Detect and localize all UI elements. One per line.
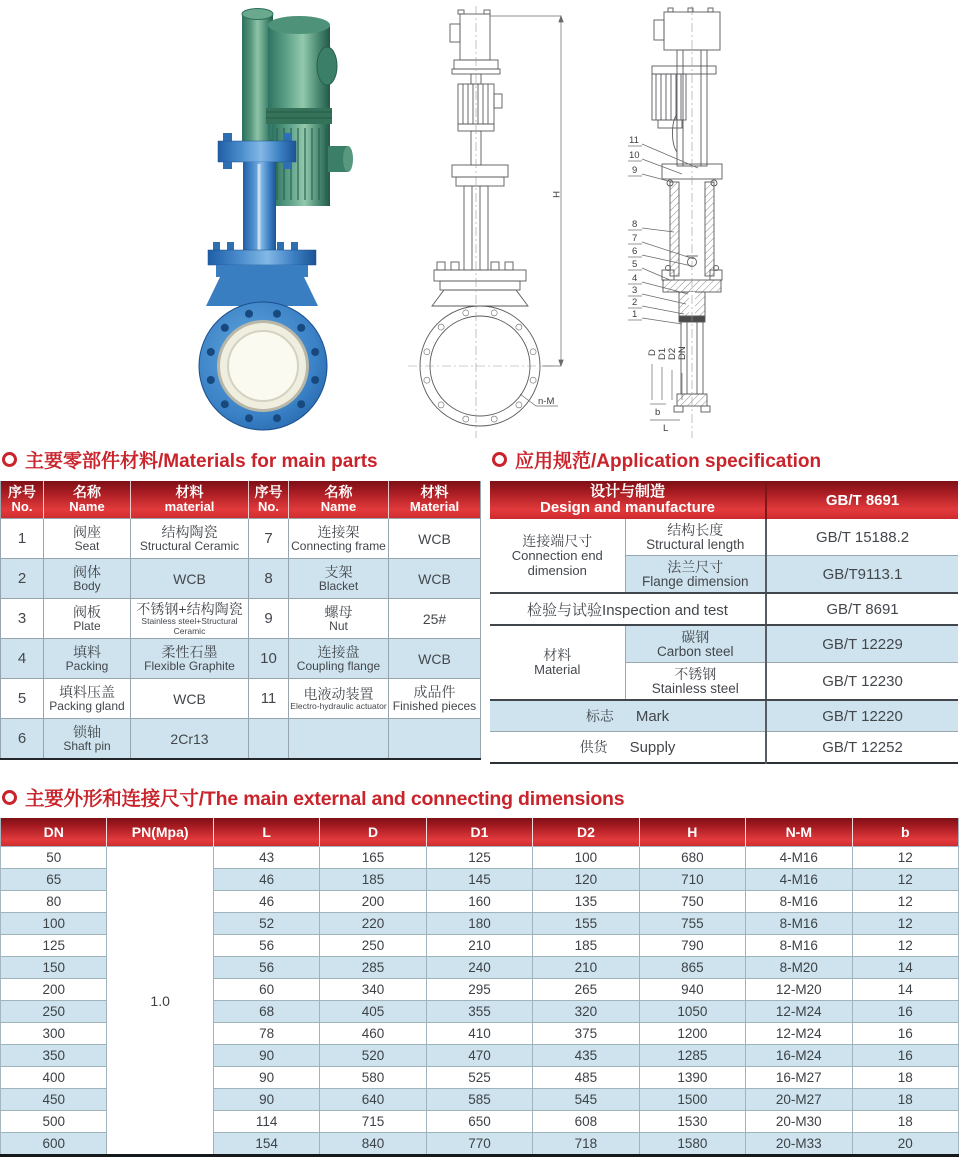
dim-value: 4-M16 (746, 847, 852, 869)
cell-text: WCB (418, 530, 451, 547)
col-name-2: 名称 Name (289, 481, 389, 519)
supply-row (490, 732, 958, 764)
dim-label-DN: DN (677, 346, 688, 360)
cell-text-cn: 支架 (324, 563, 353, 580)
cell-text-cn: 锁轴 (73, 723, 101, 740)
dn-value: 200 (1, 979, 107, 1001)
callout-11: 11 (629, 135, 639, 146)
dim-value: 16 (852, 1045, 959, 1067)
part-name (44, 519, 131, 559)
dim-value: 16 (852, 1023, 959, 1045)
part-number: 5 (1, 679, 44, 719)
dim-label-D: D (647, 349, 658, 356)
part-number: 8 (249, 559, 289, 599)
dim-value: 460 (320, 1023, 426, 1045)
standard-value: GB/T 15188.2 (766, 519, 958, 556)
dim-value: 320 (533, 1001, 639, 1023)
dim-column-header: b (900, 824, 910, 840)
cell-text-cn: 电液动装置 (303, 685, 374, 702)
part-material (389, 519, 481, 559)
dim-value: 1200 (639, 1023, 745, 1045)
part-number: 2 (1, 559, 44, 599)
dim-value: 12 (852, 847, 959, 869)
cell-text-en: Structural Ceramic (139, 538, 240, 553)
part-material (389, 559, 481, 599)
part-name (44, 719, 131, 760)
dim-value: 12 (852, 891, 959, 913)
valve-product-photo (180, 0, 385, 440)
part-number: 3 (1, 599, 44, 639)
cell-text: WCB (418, 570, 451, 587)
cell-text-cn: 成品件 (413, 683, 456, 700)
part-name (44, 679, 131, 719)
dim-label-D1: D1 (657, 347, 668, 360)
bolt-note-label: n-M (538, 396, 555, 407)
dim-column-header: L (213, 818, 319, 847)
dim-label-b: b (655, 407, 661, 418)
cell-text-cn: 阀座 (73, 523, 101, 540)
materials-table (0, 481, 481, 760)
dimensions-title-text: 主要外形和连接尺寸/The main external and connecting dimensions (25, 788, 625, 810)
dim-label-L: L (663, 423, 669, 434)
dim-value: 12 (852, 913, 959, 935)
dn-value: 50 (1, 847, 107, 869)
dim-value: 14 (852, 957, 959, 979)
front-view-outline (420, 10, 540, 426)
cell-text-en: Packing (65, 658, 109, 673)
dim-value: 114 (213, 1111, 319, 1133)
dim-value: 710 (639, 869, 745, 891)
dim-value: 340 (320, 979, 426, 1001)
dim-value: 185 (320, 869, 426, 891)
materials-row (1, 519, 481, 559)
cell-text-en: Nut (329, 618, 348, 633)
cell-text-en: Flexible Graphite (144, 658, 235, 673)
dim-value: 78 (213, 1023, 319, 1045)
section-bullet-icon (2, 790, 17, 805)
cell-text: WCB (173, 570, 206, 587)
part-material (131, 719, 249, 760)
dim-value: 18 (852, 1089, 959, 1111)
front-view-drawing (392, 4, 592, 440)
dim-value: 520 (320, 1045, 426, 1067)
part-number (249, 719, 289, 760)
materials-row (1, 639, 481, 679)
dn-value: 80 (1, 891, 107, 913)
dim-column-header: DN (1, 818, 107, 847)
dn-value: 125 (1, 935, 107, 957)
materials-row (1, 559, 481, 599)
dim-value: 90 (213, 1045, 319, 1067)
part-name (289, 559, 389, 599)
section-view-drawing (608, 4, 793, 440)
dim-value: 8-M16 (746, 913, 852, 935)
dim-value: 154 (213, 1133, 319, 1156)
cell-text-en: Blacket (318, 578, 359, 593)
dim-column-header: D (320, 818, 426, 847)
dim-value: 145 (426, 869, 532, 891)
dim-value: 220 (320, 913, 426, 935)
callout-3: 3 (632, 285, 638, 296)
cell-text-en: Packing gland (49, 698, 125, 713)
dim-value: 285 (320, 957, 426, 979)
col-name: 名称 Name (44, 481, 131, 519)
dim-value: 8-M16 (746, 935, 852, 957)
standard-value: GB/T 12252 (766, 732, 958, 764)
dim-column-header: PN(Mpa) (107, 818, 213, 847)
cell-text-en: Coupling flange (296, 658, 381, 673)
inspection-row (490, 593, 958, 625)
dim-value: 160 (426, 891, 532, 913)
dim-value: 1285 (639, 1045, 745, 1067)
col-material: 材料 material (131, 481, 249, 519)
dim-value: 525 (426, 1067, 532, 1089)
dim-value: 90 (213, 1067, 319, 1089)
dim-value: 20 (852, 1133, 959, 1156)
cell-text: 25# (422, 610, 447, 627)
dim-label-D2: D2 (667, 347, 678, 360)
dim-value: 56 (213, 957, 319, 979)
cell-text-cn: 连接盘 (317, 643, 360, 660)
dim-value: 375 (533, 1023, 639, 1045)
dn-value: 600 (1, 1133, 107, 1156)
dim-column-header: N-M (746, 818, 852, 847)
materials-header-row (1, 481, 481, 519)
callout-7: 7 (632, 233, 638, 244)
part-material (389, 639, 481, 679)
dim-value: 125 (426, 847, 532, 869)
cell-text-cn: 填料压盖 (59, 683, 115, 700)
application-header-row (490, 481, 958, 519)
cell-text-cn: 连接架 (317, 523, 360, 540)
dim-value: 608 (533, 1111, 639, 1133)
dim-value: 865 (639, 957, 745, 979)
dn-value: 100 (1, 913, 107, 935)
cell-text-cn: 柔性石墨 (161, 643, 218, 660)
dim-value: 1500 (639, 1089, 745, 1111)
dim-value: 18 (852, 1067, 959, 1089)
cell-text-en: Shaft pin (63, 738, 111, 753)
col-no: 序号 No. (1, 481, 44, 519)
cell-text-en: Stainless steel+Structural Ceramic (141, 616, 238, 636)
dim-value: 20-M27 (746, 1089, 852, 1111)
cell-text-cn: 不锈钢+结构陶瓷 (136, 601, 243, 618)
design-manufacture-header: 设计与制造 Design and manufacture (539, 483, 716, 517)
dim-value: 250 (320, 935, 426, 957)
dim-value: 640 (320, 1089, 426, 1111)
cell-text-en: Plate (73, 618, 101, 633)
standard-value: GB/T 8691 (766, 593, 958, 625)
dim-value: 545 (533, 1089, 639, 1111)
dim-value: 52 (213, 913, 319, 935)
dn-value: 400 (1, 1067, 107, 1089)
dim-value: 435 (533, 1045, 639, 1067)
dim-value: 185 (533, 935, 639, 957)
part-material (389, 679, 481, 719)
part-name (289, 639, 389, 679)
cell-text-en: Body (73, 578, 101, 593)
dn-value: 150 (1, 957, 107, 979)
structural-length-row (490, 519, 958, 556)
dim-value: 355 (426, 1001, 532, 1023)
dim-value: 470 (426, 1045, 532, 1067)
part-material (131, 679, 249, 719)
h-dimension-label: H (550, 191, 561, 198)
dim-value: 265 (533, 979, 639, 1001)
callout-2: 2 (632, 297, 638, 308)
stainless-steel-label: 不锈钢 Stainless steel (625, 663, 766, 701)
part-name (44, 559, 131, 599)
cell-text-cn: 阀板 (73, 603, 101, 620)
dim-value: 18 (852, 1111, 959, 1133)
dim-value: 715 (320, 1111, 426, 1133)
dim-value: 580 (320, 1067, 426, 1089)
dim-value: 410 (426, 1023, 532, 1045)
mark-row (490, 700, 958, 732)
dim-value: 12 (852, 935, 959, 957)
cell-text-en: Seat (74, 538, 100, 553)
dim-value: 43 (213, 847, 319, 869)
dim-column-header: H (639, 818, 745, 847)
dim-value: 485 (533, 1067, 639, 1089)
part-number: 10 (249, 639, 289, 679)
dim-value: 8-M16 (746, 891, 852, 913)
dimensions-table (0, 818, 959, 1157)
cell-text-en: Electro-hydraulic actuator (290, 700, 387, 711)
dim-value: 1530 (639, 1111, 745, 1133)
dim-value: 135 (533, 891, 639, 913)
materials-section-title (2, 446, 378, 473)
dim-value: 1050 (639, 1001, 745, 1023)
dim-value: 46 (213, 891, 319, 913)
section-dim-labels (647, 346, 688, 434)
dim-column-header: D1 (426, 818, 532, 847)
dim-value: 755 (639, 913, 745, 935)
part-name (289, 679, 389, 719)
callout-1: 1 (632, 309, 638, 320)
dim-value: 68 (213, 1001, 319, 1023)
dim-value: 680 (639, 847, 745, 869)
part-number: 11 (249, 679, 289, 719)
materials-title-text: 主要零部件材料/Materials for main parts (25, 451, 378, 472)
cell-text-cn: 阀体 (73, 563, 101, 580)
part-number: 6 (1, 719, 44, 760)
dim-value: 20-M30 (746, 1111, 852, 1133)
part-material (131, 639, 249, 679)
part-material (131, 559, 249, 599)
dim-value: 210 (533, 957, 639, 979)
standard-header: GB/T 8691 (766, 481, 958, 519)
dn-value: 500 (1, 1111, 107, 1133)
callout-5: 5 (632, 259, 638, 270)
inspection-label: 检验与试验Inspection and test (490, 593, 766, 625)
part-number: 1 (1, 519, 44, 559)
dim-value: 718 (533, 1133, 639, 1156)
application-section-title (492, 446, 821, 473)
supply-label: 供货 Supply (490, 732, 766, 764)
dim-value: 90 (213, 1089, 319, 1111)
section-bullet-icon (492, 452, 507, 467)
dim-value: 12-M24 (746, 1001, 852, 1023)
part-material (131, 519, 249, 559)
dim-value: 750 (639, 891, 745, 913)
dim-value: 200 (320, 891, 426, 913)
part-number: 7 (249, 519, 289, 559)
flange-dimension-label: 法兰尺寸 Flange dimension (625, 556, 766, 594)
part-number: 9 (249, 599, 289, 639)
dim-value: 1390 (639, 1067, 745, 1089)
dim-value: 60 (213, 979, 319, 1001)
cell-text: 2Cr13 (170, 730, 209, 747)
dim-value: 16-M27 (746, 1067, 852, 1089)
dn-value: 300 (1, 1023, 107, 1045)
part-material (389, 599, 481, 639)
cell-text-en: Connecting frame (291, 538, 386, 553)
cell-text-cn: 结构陶瓷 (161, 523, 218, 540)
structural-length-label: 结构长度 Structural length (625, 519, 766, 556)
col-no-2: 序号 No. (249, 481, 289, 519)
connection-end-label: 连接端尺寸 Connection end dimension (490, 519, 625, 593)
part-material (389, 719, 481, 760)
part-name (289, 519, 389, 559)
dim-value: 650 (426, 1111, 532, 1133)
cell-text-en: Finished pieces (392, 698, 477, 713)
callout-4: 4 (632, 273, 638, 284)
dim-value: 180 (426, 913, 532, 935)
dim-column-header: D2 (533, 818, 639, 847)
dn-value: 250 (1, 1001, 107, 1023)
materials-row (1, 679, 481, 719)
cell-text-cn: 填料 (73, 643, 101, 660)
dim-value: 46 (213, 869, 319, 891)
materials-row (1, 719, 481, 760)
dimensions-section-title (2, 783, 624, 811)
dim-value: 12-M20 (746, 979, 852, 1001)
standard-value: GB/T 12229 (766, 625, 958, 663)
dim-value: 240 (426, 957, 532, 979)
part-material (131, 599, 249, 639)
carbon-steel-row (490, 625, 958, 663)
standard-value: GB/T 12230 (766, 663, 958, 701)
dn-value: 350 (1, 1045, 107, 1067)
dim-value: 16-M24 (746, 1045, 852, 1067)
application-spec-table (490, 481, 958, 764)
dim-value: 120 (533, 869, 639, 891)
dim-value: 405 (320, 1001, 426, 1023)
cell-text: WCB (418, 650, 451, 667)
dim-value: 790 (639, 935, 745, 957)
dimensions-header-row (1, 818, 959, 847)
standard-value: GB/T 12220 (766, 700, 958, 732)
dimensions-row (1, 847, 959, 869)
dim-value: 14 (852, 979, 959, 1001)
dim-value: 56 (213, 935, 319, 957)
callout-8: 8 (632, 219, 638, 230)
dim-value: 295 (426, 979, 532, 1001)
dim-value: 4-M16 (746, 869, 852, 891)
dim-value: 940 (639, 979, 745, 1001)
carbon-steel-label: 碳钢 Carbon steel (625, 625, 766, 663)
callout-9: 9 (632, 165, 638, 176)
dim-value: 12-M24 (746, 1023, 852, 1045)
application-title-text: 应用规范/Application specification (515, 451, 822, 472)
mark-label: 标志 Mark (490, 700, 766, 732)
dn-value: 450 (1, 1089, 107, 1111)
part-name (289, 719, 389, 760)
dim-value: 16 (852, 1001, 959, 1023)
dim-value: 165 (320, 847, 426, 869)
dn-value: 65 (1, 869, 107, 891)
standard-value: GB/T9113.1 (766, 556, 958, 594)
col-material-2: 材料 Material (409, 484, 460, 515)
part-name (289, 599, 389, 639)
dim-value: 12 (852, 869, 959, 891)
dim-value: 840 (320, 1133, 426, 1156)
dim-value: 210 (426, 935, 532, 957)
dim-value: 585 (426, 1089, 532, 1111)
material-group-label: 材料 Material (490, 625, 625, 700)
materials-row (1, 599, 481, 639)
dim-value: 770 (426, 1133, 532, 1156)
section-bullet-icon (2, 452, 17, 467)
dim-value: 8-M20 (746, 957, 852, 979)
callout-10: 10 (629, 150, 640, 161)
pn-value: 1.0 (107, 847, 213, 1156)
part-number: 4 (1, 639, 44, 679)
callout-6: 6 (632, 246, 638, 257)
cell-text: WCB (173, 690, 206, 707)
part-name (44, 599, 131, 639)
dim-value: 155 (533, 913, 639, 935)
part-name (44, 639, 131, 679)
dim-value: 100 (533, 847, 639, 869)
dim-value: 20-M33 (746, 1133, 852, 1156)
cell-text-cn: 螺母 (324, 603, 353, 620)
dim-value: 1580 (639, 1133, 745, 1156)
